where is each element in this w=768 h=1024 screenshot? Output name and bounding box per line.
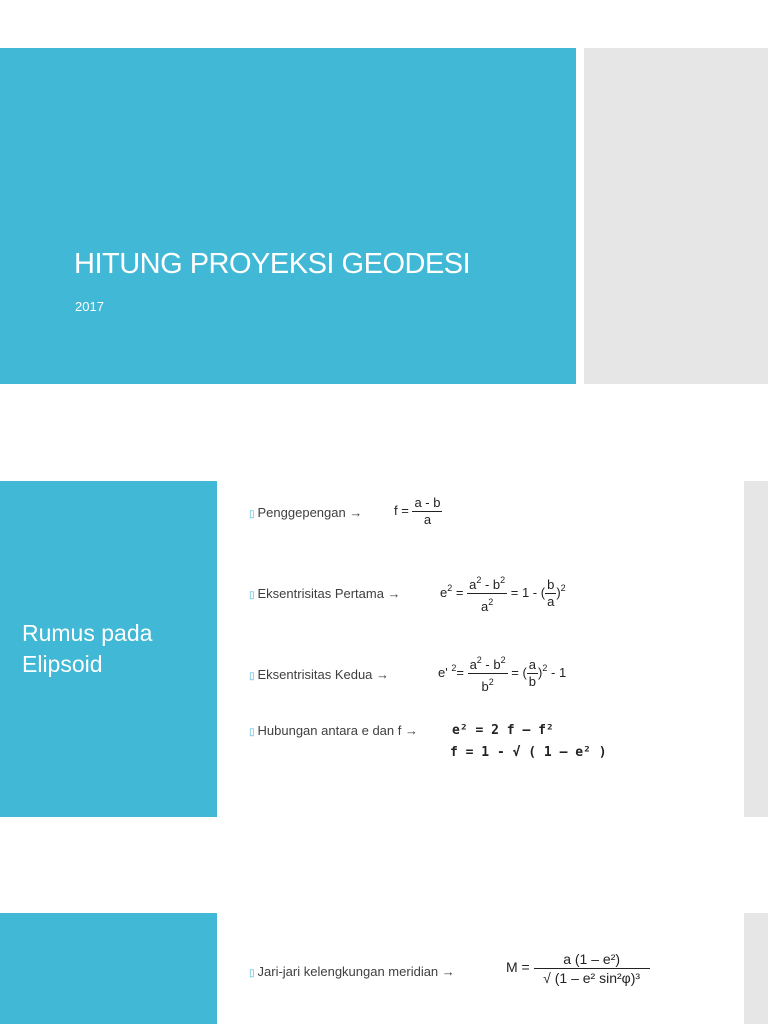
- formula-second-eccentricity: e' $^2$= $\frac{a^2 - b^2}{b^2}$ = ( $\frac{a}{b}$ )$^2$ - 1: [438, 652, 566, 695]
- bullet-icon: ▯: [249, 509, 255, 520]
- list-item: [249, 964, 455, 979]
- bullet-icon: ▯: [249, 590, 255, 601]
- formula-meridian-radius: M = $\frac{\text{a (1 – e²)}}{\text{√ (1 – e² sin²φ)³}}$: [506, 950, 650, 987]
- formula-flattening: f = $\frac{a - b}{a}$: [394, 495, 441, 527]
- formula-relation-line1: e² = 2 f – f²: [452, 723, 554, 738]
- slide2-title-line1: Rumus pada: [22, 620, 153, 646]
- slide3-side-panel: [744, 913, 768, 1024]
- list-item-label: Eksentrisitas Pertama →: [257, 586, 401, 601]
- list-item-label: Eksentrisitas Kedua →: [257, 667, 390, 682]
- list-item: [249, 667, 389, 682]
- slide2-side-panel: [744, 481, 768, 817]
- formula-relation-line2: f = 1 - √ ( 1 – e² ): [450, 745, 607, 760]
- slide2-title: [22, 618, 152, 680]
- bullet-icon: ▯: [249, 727, 255, 738]
- formula-first-eccentricity: $e^2$ = $\frac{a^2 - b^2}{a^2}$ = 1 - ( $\frac{b}{a}$ )$^2$: [440, 572, 566, 615]
- bullet-icon: ▯: [249, 968, 255, 979]
- slide-year: 2017: [75, 299, 104, 314]
- slide-title: HITUNG PROYEKSI GEODESI: [74, 248, 471, 280]
- list-item-label: Penggepengan →: [257, 505, 363, 520]
- list-item: [249, 505, 362, 520]
- title-slide-panel: [0, 48, 576, 384]
- slide2-title-line2: Elipsoid: [22, 651, 103, 677]
- list-item: [249, 586, 401, 601]
- list-item-label: Hubungan antara e dan f →: [257, 723, 418, 738]
- slide3-title-panel: [0, 913, 217, 1024]
- title-slide-side-panel: [584, 48, 768, 384]
- list-item: [249, 723, 418, 738]
- bullet-icon: ▯: [249, 671, 255, 682]
- list-item-label: Jari-jari kelengkungan meridian →: [257, 964, 455, 979]
